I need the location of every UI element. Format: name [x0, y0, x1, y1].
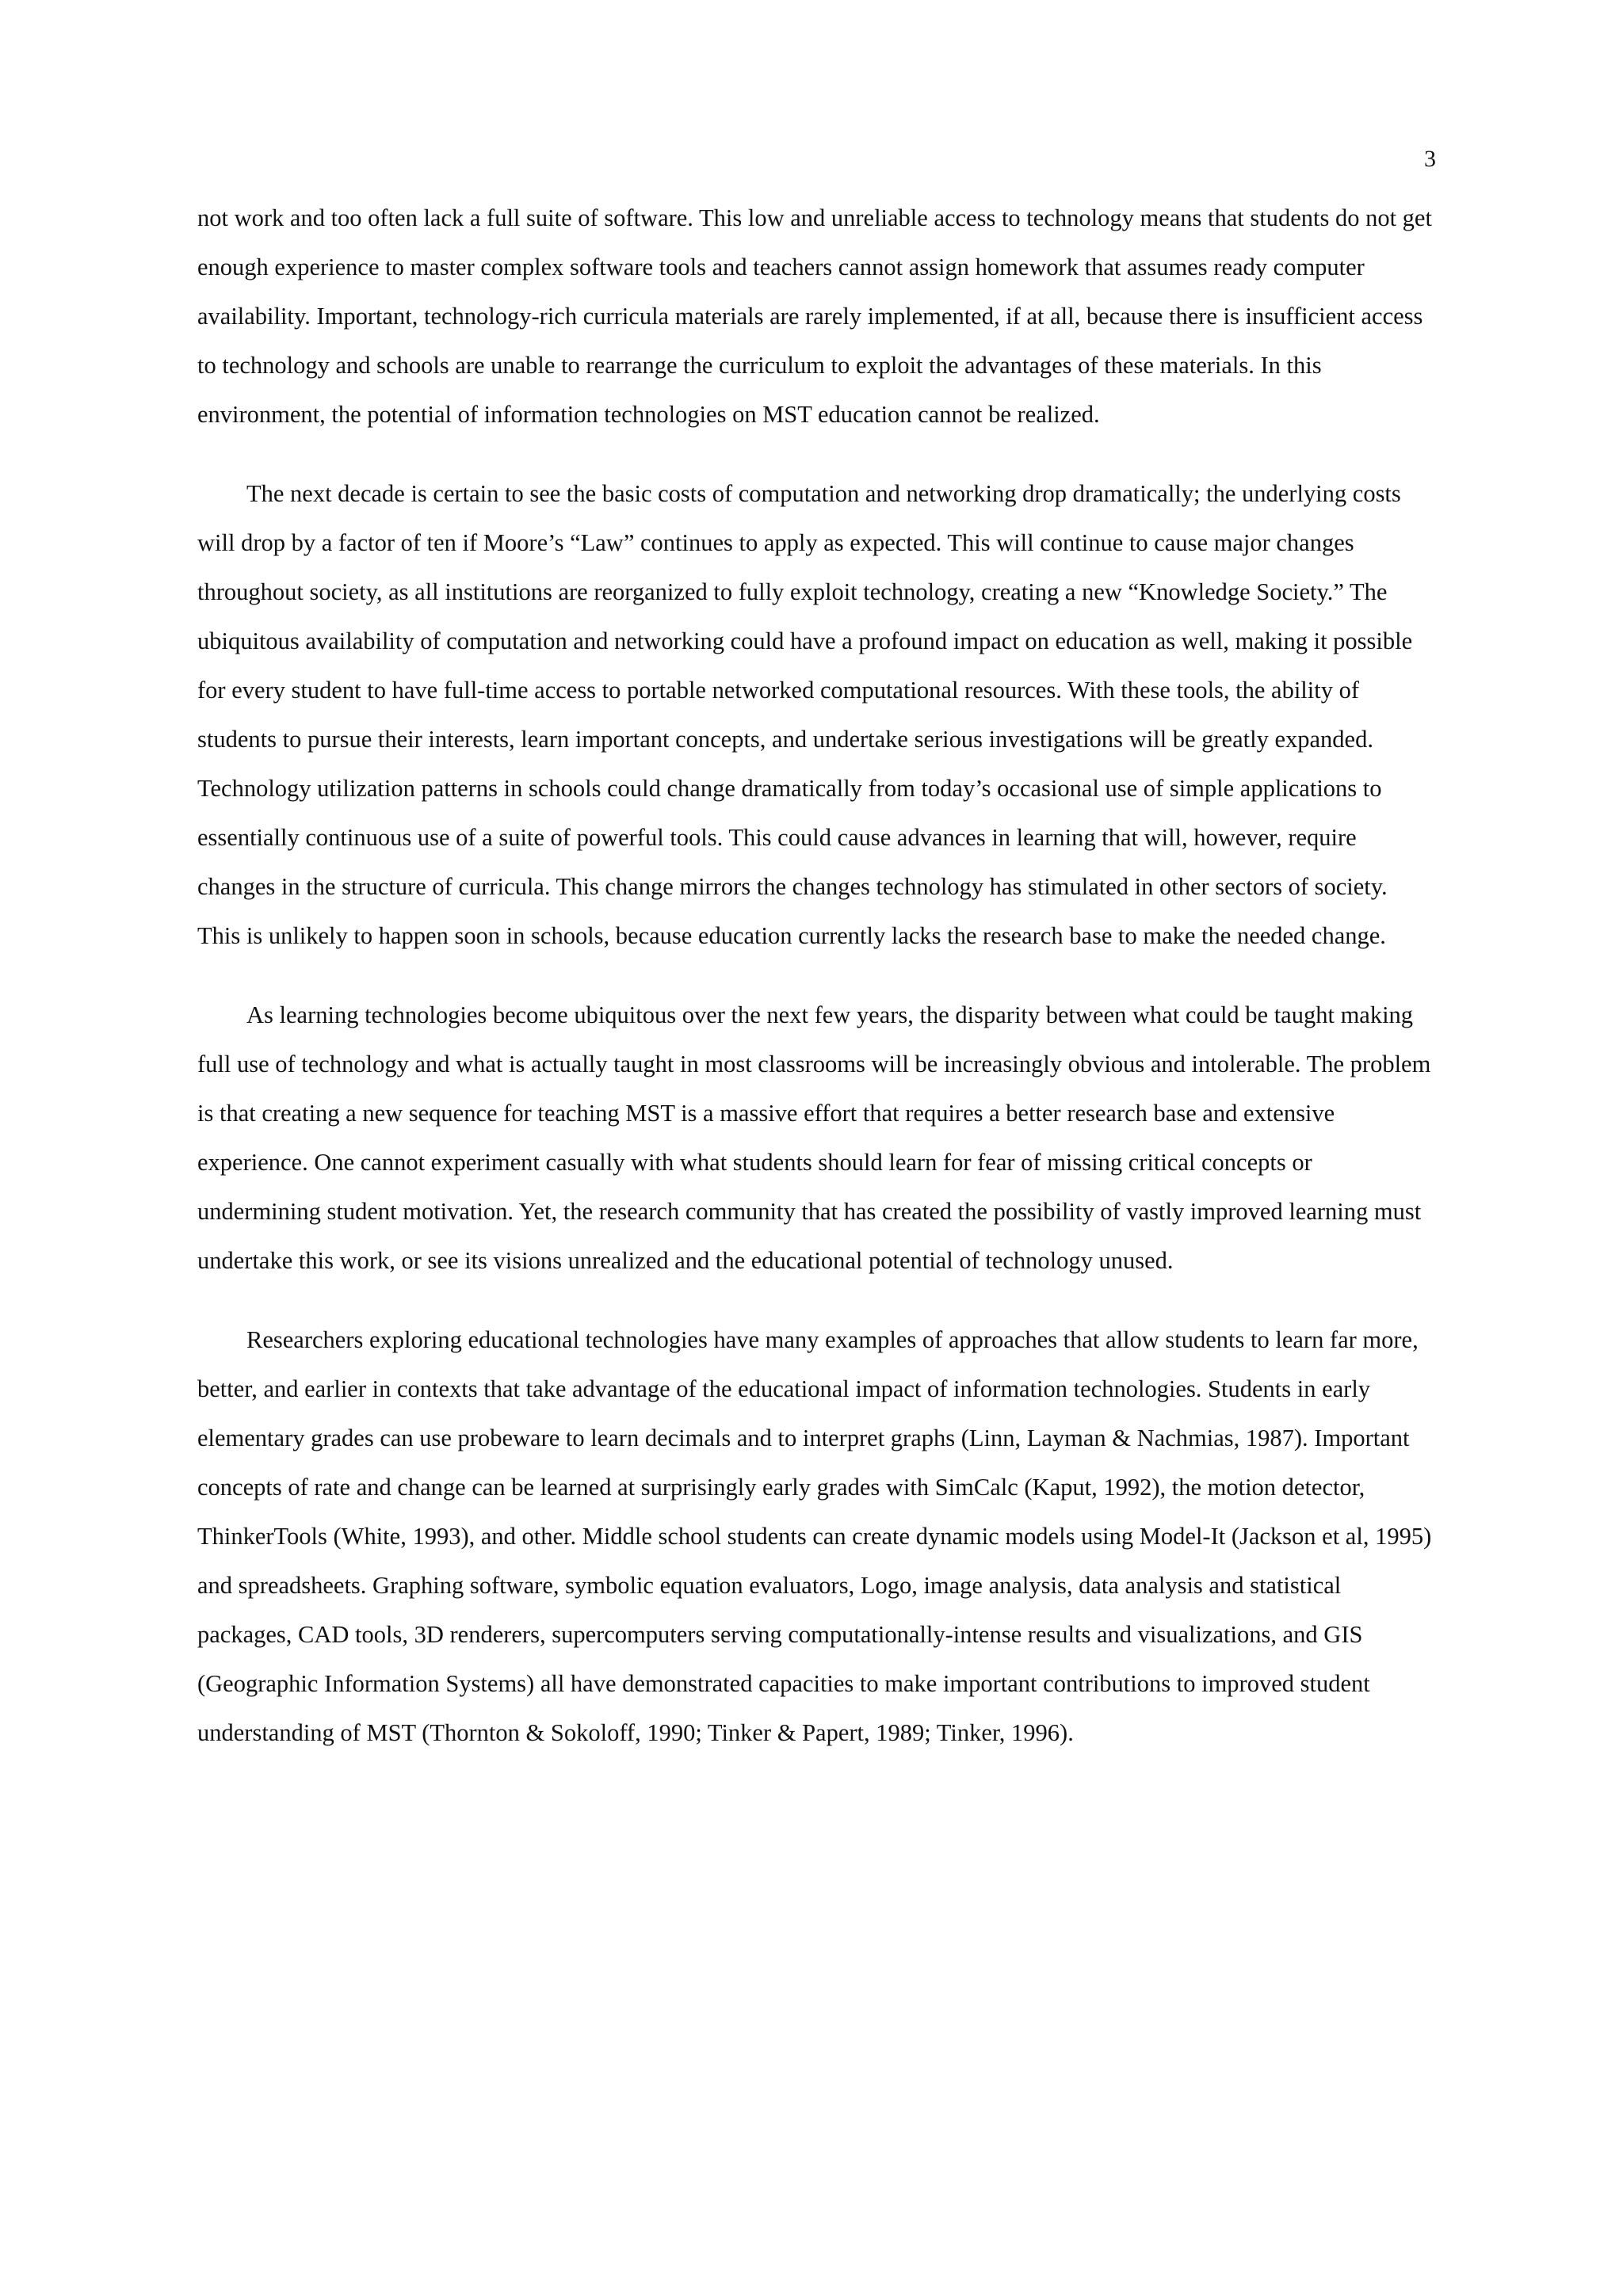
paragraph-learning-technologies: As learning technologies become ubiquitous over the next few years, the disparity between what could be taught making full use of technology and what is actually taught in most classrooms will be increasingly obvious and intolerable. The problem is that creating a new sequence for teaching MST is a massive effort that requires a better research base and extensive experience. One cannot experiment casually with what students should learn for fear of missing critical concepts or undermining student motivation. Yet, the research community that has created the possibility of vastly improved learning must undertake this work, or see its visions unrealized and the educational potential of technology unused.	[197, 1001, 1431, 1274]
paragraph-next-decade: The next decade is certain to see the basic costs of computation and networking drop dramatically; the underlying costs will drop by a factor of ten if Moore’s “Law” continues to apply as expected. This will continue to cause major changes throughout society, as all institutions are reorganized to fully exploit technology, creating a new “Knowledge Society.” The ubiquitous availability of computation and networking could have a profound impact on education as well, making it possible for every student to have full-time access to portable networked computational resources. With these tools, the ability of students to pursue their interests, learn important concepts, and undertake serious investigations will be greatly expanded. Technology utilization patterns in schools could change dramatically from today’s occasional use of simple applications to essentially continuous use of a suite of powerful tools. This could cause advances in learning that will, however, require changes in the structure of curricula. This change mirrors the changes technology has stimulated in other sectors of society. This is unlikely to happen soon in schools, because education currently lacks the research base to make the needed change.	[197, 480, 1413, 949]
paragraph-researchers: Researchers exploring educational technologies have many examples of approaches that allow students to learn far more, better, and earlier in contexts that take advantage of the educational impact of information technologies. Students in early elementary grades can use probeware to learn decimals and to interpret graphs (Linn, Layman & Nachmias, 1987). Important concepts of rate and change can be learned at surprisingly early grades with SimCalc (Kaput, 1992), the motion detector, ThinkerTools (White, 1993), and other. Middle school students can create dynamic models using Model-It (Jackson et al, 1995) and spreadsheets. Graphing software, symbolic equation evaluators, Logo, image analysis, data analysis and statistical packages, CAD tools, 3D renderers, supercomputers serving computationally-intense results and visualizations, and GIS (Geographic Information Systems) all have demonstrated capacities to make important contributions to improved student understanding of MST (Thornton & Sokoloff, 1990; Tinker & Papert, 1989; Tinker, 1996).	[197, 1326, 1432, 1746]
paragraph-continuation: not work and too often lack a full suite of software. This low and unreliable access to technology means that students do not get enough experience to master complex software tools and teachers cannot assign homework that assumes ready computer availability. Important, technology-rich curricula materials are rarely implemented, if at all, because there is insufficient access to technology and schools are unable to rearrange the curriculum to exploit the advantages of these materials. In this environment, the potential of information technologies on MST education cannot be realized.	[197, 204, 1432, 428]
document-body	[197, 193, 1435, 1787]
page-number: 3	[1424, 146, 1436, 172]
